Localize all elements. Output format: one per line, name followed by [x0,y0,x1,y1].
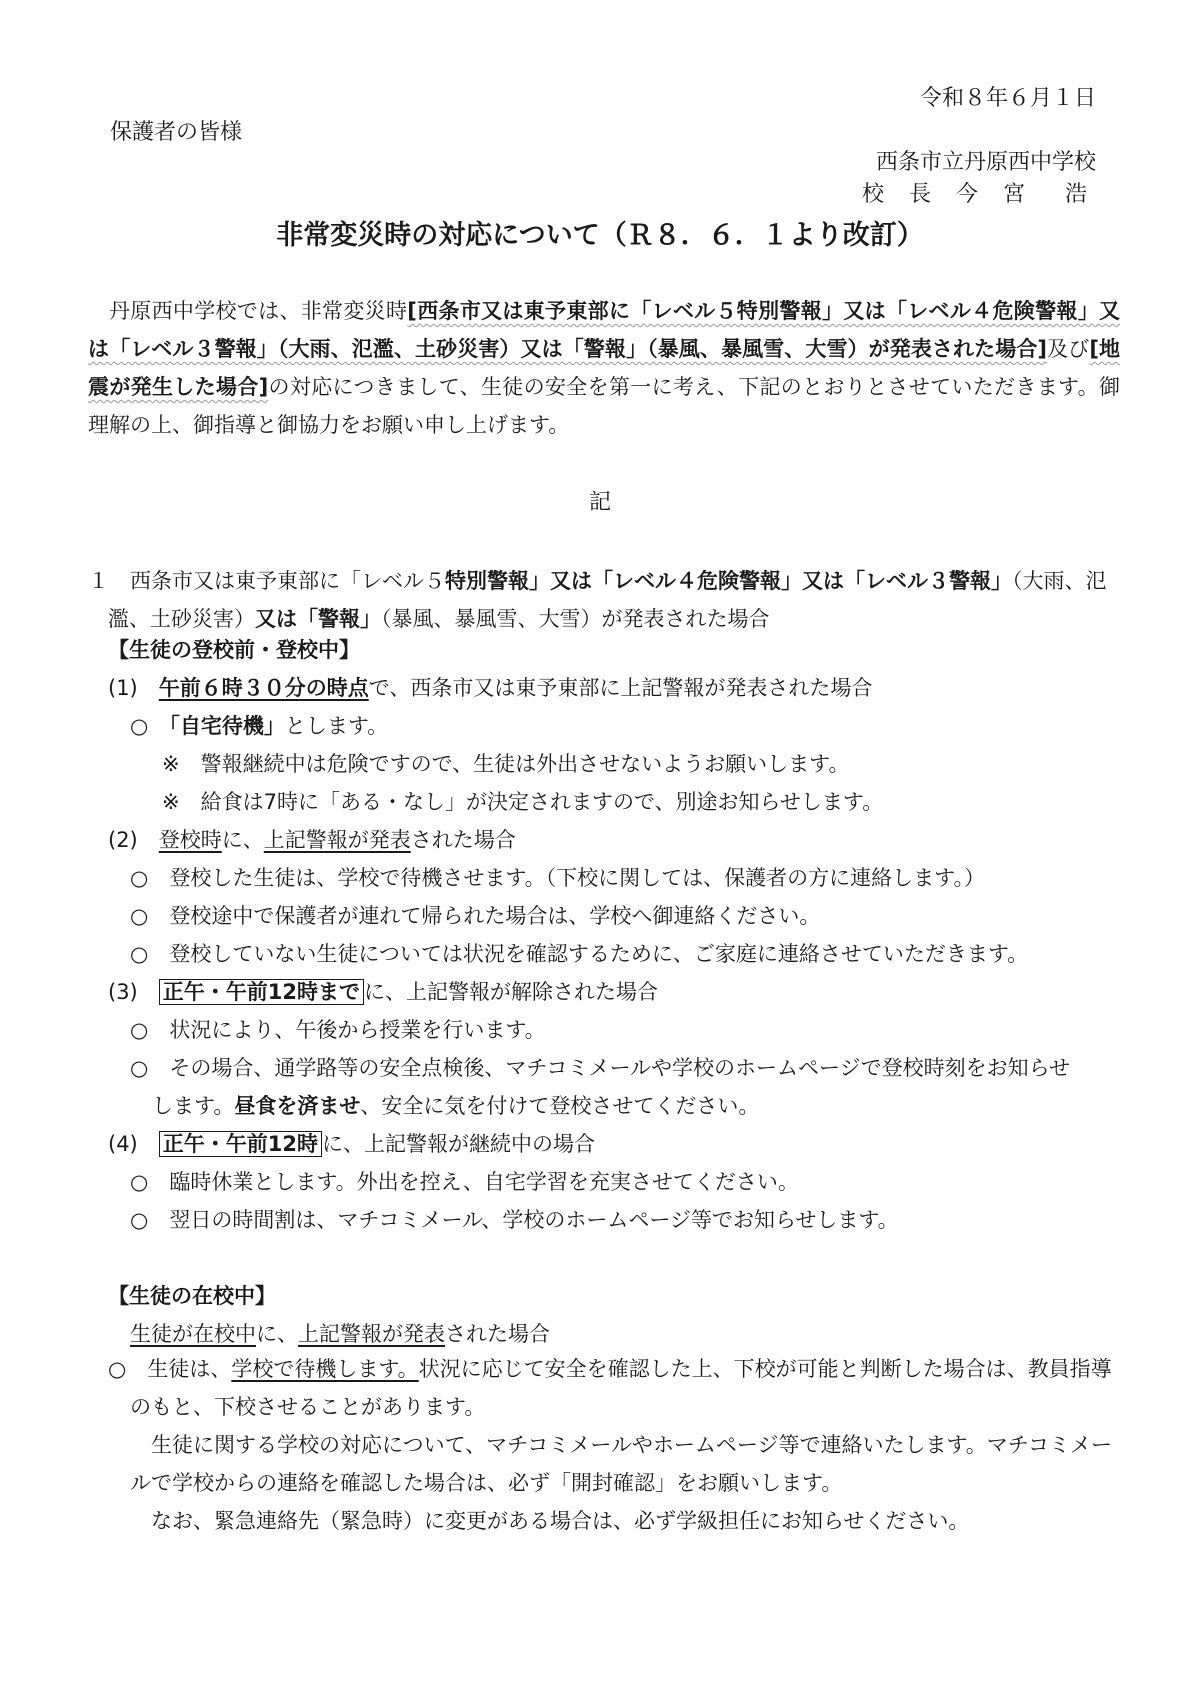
section1-heading-d: 又は「警報」 [255,607,381,631]
item1-time: 午前６時３０分の時点 [158,676,369,700]
item2-bullet2: ○ 登校途中で保護者が連れて帰られた場合は、学校へ御連絡ください。 [130,904,821,928]
item3-boxed-time: 正午・午前12時まで [159,979,364,1005]
item3-bullet2-post: 、安全に気を付けて登校させてください。 [360,1094,760,1118]
item1-text: で、西条市又は東予東部に上記警報が発表された場合 [368,676,873,700]
intro-text-2: 及び [1047,337,1090,361]
at-school-underline-2: 上記警報が発表 [298,1322,445,1346]
item4-bullet1: ○ 臨時休業とします。外出を控え、自宅学習を充実させてください。 [130,1170,799,1194]
intro-text-3: の対応につきまして、生徒の安全を第一に考え、下記のとおりとさせていただきます。御理解の上、御指導と御協力をお願い申し上げます。 [88,375,1120,437]
at-school-underline-1: 生徒が在校中 [130,1322,256,1346]
item1-note2: ※ 給食は7時に「ある・なし」が決定されますので、別途お知らせします。 [162,790,884,814]
at-school-bullet1 [108,1350,1120,1426]
item2-mid: に、 [221,828,264,852]
item4-line [108,1130,595,1158]
at-school-condition [130,1320,550,1348]
document-date: 令和８年６月１日 [919,86,1096,111]
item4-text: に、上記警報が継続中の場合 [321,1132,595,1156]
item2-line [108,826,516,854]
item3-bullet1: ○ 状況により、午後から授業を行います。 [130,1018,546,1042]
school-name: 西条市立丹原西中学校 [875,150,1096,175]
at-school-paragraph3: なお、緊急連絡先（緊急時）に変更がある場合は、必ず学級担任にお知らせください。 [151,1509,970,1533]
at-school-bullet1-pre: ○ 生徒は、 [108,1357,232,1381]
item2-text: された場合 [410,828,516,852]
at-school-text: された場合 [445,1322,550,1346]
intro-paragraph [88,292,1120,444]
ki-heading: 記 [588,490,611,515]
section1-heading-b: 特別警報」又は「レベル４危険警報」又は「レベル３警報」 [445,569,1012,593]
item2-underline-1: 登校時 [158,828,222,852]
item1-circle: ○ [130,714,149,738]
section1-heading [88,562,1120,638]
item4-bullet2: ○ 翌日の時間割は、マチコミメール、学校のホームページ等でお知らせします。 [130,1208,899,1232]
item2-underline-2: 上記警報が発表 [263,828,411,852]
intro-condition-warnings: [西条市又は東予東部に「レベル５特別警報」又は「レベル４危険警報」又は「レベル３警報」（大雨、氾濫、土砂災害）又は「警報」（暴風、暴風雪、大雪）が発表された場合] [88,299,1120,361]
item4-boxed-time: 正午・午前12時 [159,1131,322,1157]
section1-heading-c: （大雨、氾濫、土砂災害） [108,569,1107,631]
item1-note1: ※ 警報継続中は危険ですので、生徒は外出させないようお願いします。 [162,752,850,776]
item1-stay-text: とします。 [284,714,389,738]
item1-number: (1) [108,676,138,700]
intro-condition-earthquake: [地震が発生した場合] [88,337,1121,399]
item1-line [108,674,872,702]
at-school-paragraph2: 生徒に関する学校の対応について、マチコミメールやホームページ等で連絡いたします。マチコミメールで学校からの連絡を確認した場合は、必ず「開封確認」をお願いします。 [130,1433,1112,1495]
intro-text-1: 丹原西中学校では、非常変災時 [109,299,408,323]
item3-text: に、上記警報が解除された場合 [363,980,658,1004]
item3-number: (3) [108,980,138,1004]
at-school-label: 【生徒の在校中】 [108,1284,276,1308]
item3-lunch: 昼食を済ませ [234,1094,361,1118]
document-title: 非常変災時の対応について（Ｒ８．６．１より改訂） [276,220,924,251]
recipient: 保護者の皆様 [110,120,243,145]
item1-stay-home: 「自宅待機」 [169,714,285,738]
item4-number: (4) [108,1132,138,1156]
at-school-bullet1-post: 状況に応じて安全を確認した上、下校が可能と判断した場合は、教員指導のもと、下校させることがあります。 [130,1357,1112,1419]
item2-number: (2) [108,828,138,852]
section1-heading-a: １ 西条市又は東予東部に「レベル５ [88,569,445,593]
item3-bullet2-line2 [152,1092,759,1120]
item1-stay-line [130,712,388,740]
item2-bullet1: ○ 登校した生徒は、学校で待機させます。（下校に関しては、保護者の方に連絡します。） [130,866,985,890]
at-school-wait: 学校で待機します。 [231,1357,419,1381]
item3-bullet2-pre: します。 [152,1094,235,1118]
item3-line [108,978,658,1006]
before-school-label: 【生徒の登校前・登校中】 [108,638,360,662]
principal-name: 校 長 今 宮 浩 [862,182,1096,207]
section1-heading-e: （暴風、暴風雪、大雪）が発表された場合 [381,607,770,631]
item2-bullet3: ○ 登校していない生徒については状況を確認するために、ご家庭に連絡させていただきます。 [130,942,1029,966]
item3-bullet2-line1: ○ その場合、通学路等の安全点検後、マチコミメールや学校のホームページで登校時刻をお知らせ [130,1056,1071,1080]
at-school-mid: に、 [256,1322,298,1346]
